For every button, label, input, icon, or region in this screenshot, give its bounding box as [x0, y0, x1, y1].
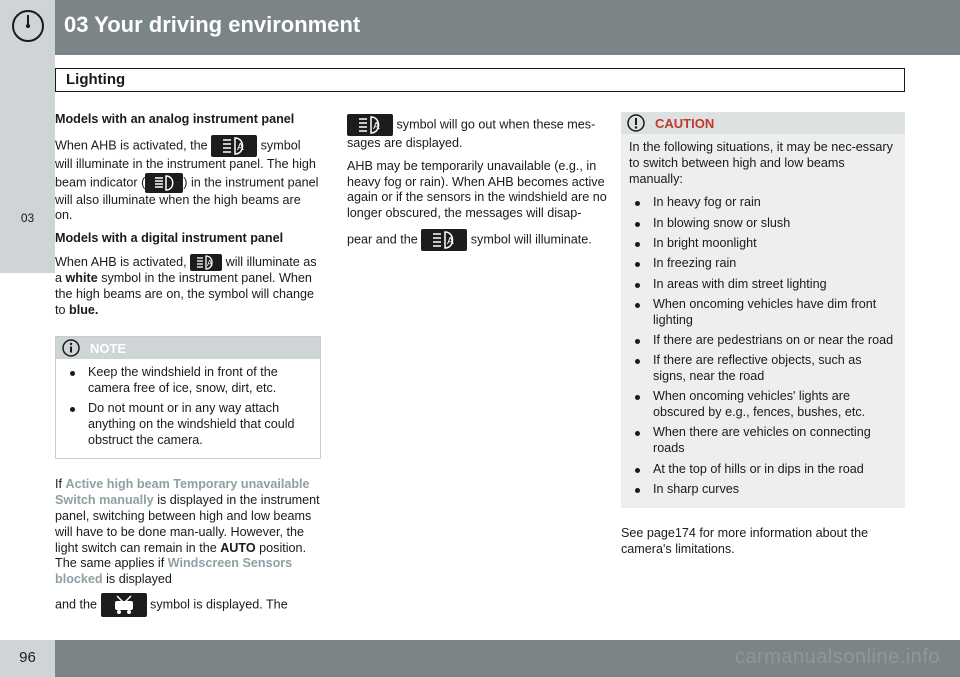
section-title-bar: [55, 68, 905, 92]
analog-text-d: ) in the instrument panel will also illuminate when the high beams are on.: [55, 174, 319, 223]
page-number-box: [0, 640, 55, 677]
caution-list: [629, 195, 897, 497]
caution-intro: In the following situations, it may be nec-essary to switch between high and low beams manually:: [629, 140, 893, 186]
note-title: NOTE: [90, 341, 127, 357]
chapter-tab: [0, 55, 55, 273]
pear-text: pear and the: [347, 232, 418, 247]
page-number: 96: [19, 649, 36, 666]
if-text-b: is displayed in the instrument panel, switching between high and low beams will have to be done man-ually. However, the light switch can remain in the: [55, 493, 320, 555]
analog-text-a: When AHB is activated, the: [55, 138, 208, 153]
column-middle: [347, 114, 615, 258]
high-beam-indicator-icon: [145, 173, 183, 193]
ahb-symbol-icon: [421, 229, 467, 251]
watermark: carmanualsonline.info: [734, 646, 940, 668]
list-item: In blowing snow or slush: [629, 216, 897, 232]
digital-heading: Models with a digital instrument panel: [55, 231, 284, 246]
if-text-a: If: [55, 477, 62, 492]
chapter-tab-label: 03: [20, 211, 35, 225]
section-title: Lighting: [66, 71, 126, 88]
if-text-c: position. The same applies if: [55, 540, 307, 571]
analog-heading: Models with an analog instrument panel: [55, 112, 295, 126]
note-list: [64, 365, 312, 448]
message-sensors-blocked: Windscreen Sensors blocked: [55, 556, 293, 587]
svg-text:A: A: [447, 235, 454, 247]
digital-text-b: will illuminate as a: [55, 254, 317, 285]
and-the-text: and the: [55, 597, 98, 612]
list-item: When there are vehicles on connecting roads: [629, 425, 897, 457]
switch-manually-paragraph: [55, 477, 321, 588]
windshield-sensor-icon: [101, 593, 147, 617]
svg-text:A: A: [373, 121, 380, 132]
column-left: [55, 112, 321, 624]
svg-text:A: A: [237, 141, 244, 153]
list-item: If there are pedestrians on or near the road: [629, 333, 897, 349]
caution-title: CAUTION: [655, 116, 715, 131]
list-item: In areas with dim street lighting: [629, 277, 897, 293]
digital-text-a: When AHB is activated,: [55, 254, 187, 269]
analog-text-c: high beam indicator (: [55, 156, 316, 189]
digital-paragraph: [55, 254, 321, 318]
list-item: When oncoming vehicles have dim front lighting: [629, 297, 897, 329]
analog-paragraph: [55, 135, 321, 224]
go-out-paragraph: [347, 114, 615, 152]
illuminate-paragraph: [347, 229, 615, 251]
will-illuminate-text: symbol will illuminate.: [470, 232, 592, 247]
digital-text-c: symbol in the instrument panel. When the high beams are on, the symbol will change to: [55, 270, 315, 317]
analog-text-b: symbol will illuminate in the instrument panel. The: [55, 138, 301, 171]
list-item: In heavy fog or rain: [629, 195, 897, 211]
and-the-paragraph: [55, 593, 321, 617]
svg-text:A: A: [207, 258, 213, 268]
note-header: [56, 337, 320, 359]
ahb-symbol-icon: [347, 114, 393, 136]
caution-box: [621, 112, 905, 508]
go-out-text: symbol will go out when these mes-sages are displayed.: [347, 117, 596, 150]
temporarily-unavailable-paragraph: AHB may be temporarily unavailable (e.g., in heavy fog or rain). When AHB becomes active again or if the sensors in the windshield are no longer obscured, the messages will disap-: [347, 158, 607, 221]
list-item: In bright moonlight: [629, 236, 897, 252]
exclamation-icon: [627, 114, 645, 137]
page-footer: [0, 640, 960, 677]
chapter-title: 03 Your driving environment: [64, 12, 361, 37]
ahb-symbol-small-icon: [190, 254, 222, 271]
note-box: [55, 336, 321, 459]
list-item: When oncoming vehicles' lights are obscured by e.g., fences, bushes, etc.: [629, 389, 897, 421]
info-icon: [62, 339, 80, 362]
if-text-d: is displayed: [106, 572, 172, 587]
list-item: In sharp curves: [629, 482, 897, 498]
caution-header: [621, 112, 905, 134]
list-item: Do not mount or in any way attach anything on the windshield that could obstruct the camera.: [64, 401, 312, 448]
auto-word: AUTO: [220, 540, 256, 555]
list-item: In freezing rain: [629, 256, 897, 272]
list-item: If there are reflective objects, such as signs, near the road: [629, 353, 897, 385]
caution-body: [621, 134, 905, 508]
ahb-symbol-icon: [211, 135, 257, 157]
note-body: [56, 359, 320, 458]
symbol-displayed-text: symbol is displayed. The: [150, 597, 288, 612]
see-page-paragraph: See page174 for more information about the camera's limitations.: [621, 526, 869, 556]
column-right: [621, 112, 905, 565]
list-item: Keep the windshield in front of the camera free of ice, snow, dirt, etc.: [64, 365, 312, 397]
page-header: [0, 0, 960, 55]
digital-blue-word: blue.: [69, 302, 99, 317]
digital-white-word: white: [65, 270, 98, 285]
message-high-beam-unavailable: Active high beam Temporary unavailable Switch manually: [55, 477, 310, 508]
gauge-icon: [0, 0, 55, 55]
list-item: At the top of hills or in dips in the road: [629, 462, 897, 478]
